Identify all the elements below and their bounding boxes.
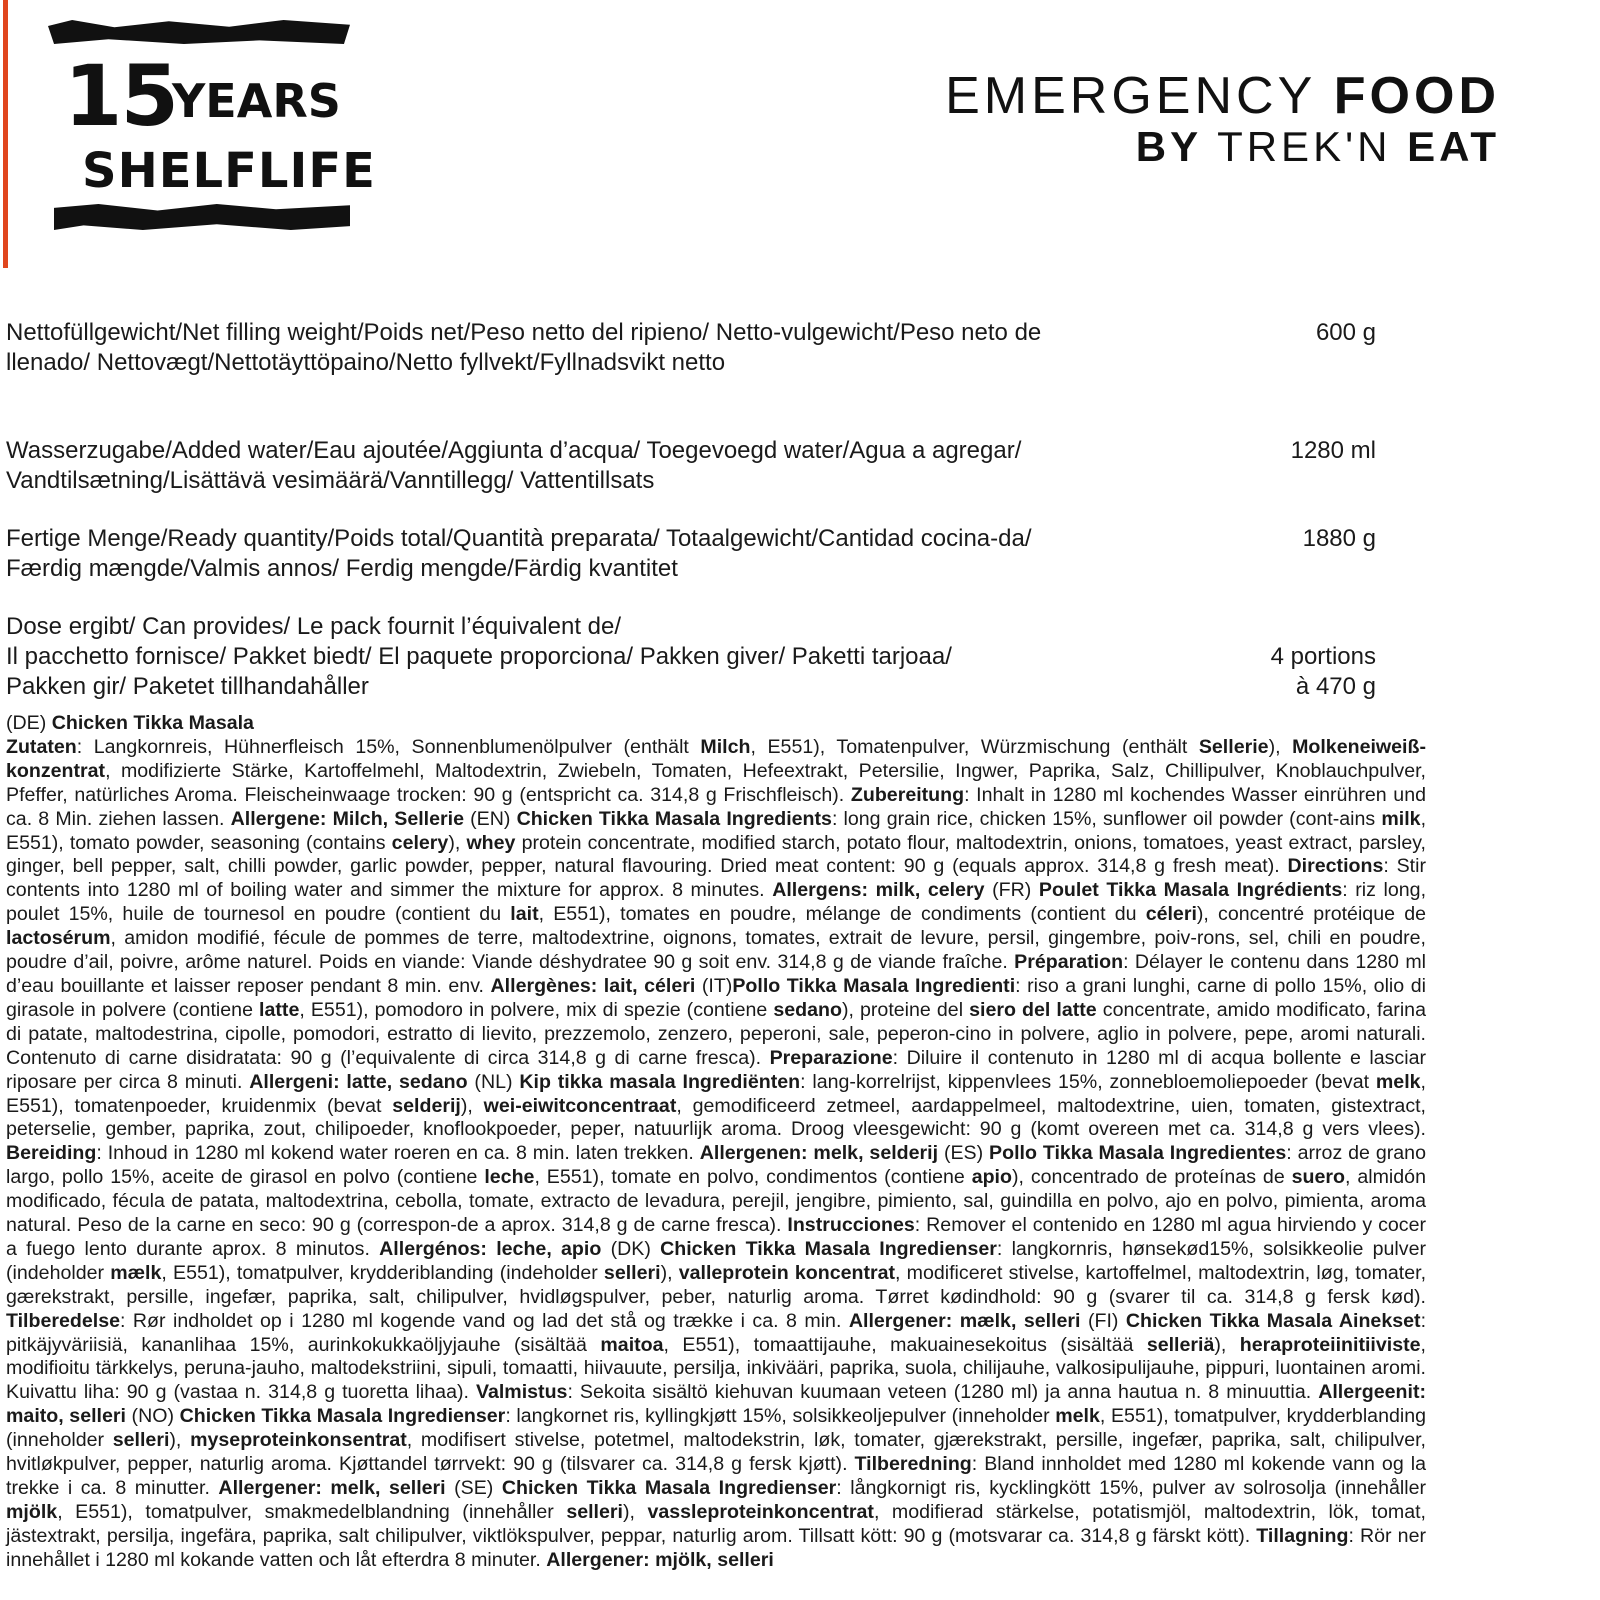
bold-term: Allergens: milk, celery (772, 879, 985, 902)
bold-term: Poulet Tikka Masala Ingrédients (1038, 879, 1343, 902)
text-run: protein concentrate, modified starch, potato flour, maltodextrin, onions, tomatoes, yeast extract, parsley, ginger, bell pepper, salt, chilli powder, garlic powder, pepper, natural flavouring. Dried meat content: 90 g (equals approx. 314,8 g fresh meat). (6, 831, 1427, 878)
spec-value-line: à 470 g (1295, 673, 1376, 700)
spec-value (1271, 642, 1376, 702)
text-run: , gemodificeerd zetmeel, aardappelmeel, maltodextrine, uien, tomaten, gistextract, peterselie, gember, paprika, zout, chilipoeder, knoflookpoeder, peper, natuurlijk aroma. Droog vleesgewicht: 90 g (komt overeen met ca. 314,8 g vers vlees). (6, 1094, 1427, 1141)
bold-term: whey (466, 831, 516, 854)
spec-ready-quantity (6, 524, 1376, 586)
shelflife-badge (48, 20, 376, 232)
bold-term: Allergene: Milch, Sellerie (230, 807, 464, 830)
brand-line-2 (945, 124, 1500, 170)
bold-term: valleprotein koncentrat (678, 1261, 896, 1284)
spec-value: 1880 g (1302, 525, 1376, 552)
text-run: : Inhoud in 1280 ml kokend water roeren en ca. 8 min. laten trekken. (96, 1142, 700, 1165)
text-run: : långkornigt ris, kycklingkött 15%, pulver av solrosolja (innehåller (836, 1477, 1427, 1499)
bold-term: Zutaten (6, 735, 77, 758)
bold-term: Allergener: mjölk, selleri (546, 1548, 774, 1571)
text-run: : Remover el contenido en 1280 ml agua hirviendo y cocer a fuego lento durante aprox. 8 minutos. (6, 1214, 1426, 1260)
text-run: (IT) (695, 974, 733, 997)
text-run: , E551), tomatpulver, krydderblanding (inneholder (6, 1405, 1427, 1452)
spec-value: 1280 ml (1290, 437, 1376, 464)
bold-term: mælk (110, 1261, 162, 1284)
text-run: ), (460, 1094, 484, 1117)
bold-term: Milch (700, 735, 751, 758)
bold-term: lait (510, 903, 539, 926)
bold-term: céleri (1145, 903, 1197, 926)
text-run: : riso a grani lunghi, carne di pollo 15%, olio di girasole in polvere (contiene (6, 974, 1426, 1021)
spec-label-line: Dose ergibt/ Can provides/ Le pack fournit l’équivalent de/ (6, 613, 622, 640)
brand-trekn: TREK'N (1217, 123, 1392, 170)
spec-label: Nettofüllgewicht/Net filling weight/Poids net/Peso netto del ripieno/ Netto-vulgewicht/Peso neto de llenado/ Nettovægt/Nettotäyttöpaino/Netto fyllvekt/Fyllnadsvikt netto (6, 319, 1042, 376)
bold-term: melk (1055, 1405, 1100, 1428)
text-run: , modifioitu tärkkelys, peruna-jauho, maltodekstriini, sipuli, tomaatti, hiivauute, persilja, inkivääri, paprika, suola, chilijauhe, valkosipulijauhe, pippuri, luontainen aromi. Kuivattu liha: 90 g (vastaa n. 314,8 g tuoretta lihaa). (6, 1333, 1426, 1404)
bold-term: vassleproteinkoncentrat (647, 1500, 874, 1523)
badge-bottom-brush (54, 204, 350, 230)
text-run: , E551), Tomatenpulver, Würzmischung (enthält (750, 735, 1199, 758)
text-run: (SE) (445, 1477, 502, 1499)
ingredients-text (6, 736, 1426, 1573)
spec-value: 600 g (1315, 319, 1376, 346)
text-run: , amidon modifié, fécule de pommes de terre, maltodextrine, oignons, tomates, extrait de levure, persil, gingembre, poiv-rons, sel, chili en poudre, poudre d’ail, poivre, arôme naturel. Poids en viande: Viande déshydratee 90 g soit env. 314,8 g de viande fraîche. (6, 927, 1426, 974)
bold-term: Chicken Tikka Masala Ingredients (516, 807, 832, 830)
text-run: : Délayer le contenu dans 1280 ml d’eau bouillante et laisser reposer pendant 8 min. env. (6, 951, 1426, 997)
text-run: ), (660, 1261, 679, 1284)
accent-line (3, 0, 8, 268)
bold-term: siero del latte (969, 998, 1097, 1021)
spec-value-line: 4 portions (1270, 643, 1376, 670)
bold-term: myseproteinkonsentrat (190, 1429, 407, 1452)
badge-shelflife: SHELFLIFE (82, 143, 376, 199)
bold-term: Instrucciones (787, 1214, 915, 1237)
language-code: (DE) (6, 712, 47, 734)
brand-line-1 (945, 68, 1500, 124)
bold-term: Allergener: melk, selleri (218, 1477, 446, 1499)
badge-number: 15 (64, 47, 177, 145)
text-run: : long grain rice, chicken 15%, sunflower oil powder (cont-ains (831, 807, 1382, 830)
text-run: (EN) (463, 807, 517, 830)
bold-term: melk (1375, 1070, 1421, 1093)
ingredients-block (6, 712, 1426, 1573)
text-run: (FI) (1080, 1309, 1126, 1332)
text-run: : riz long, poulet 15%, huile de tournesol en poudre (contient du (6, 879, 1427, 926)
text-run: : Rör ner innehållet i 1280 ml kokande vatten och låt efterdra 8 minuter. (6, 1524, 1426, 1571)
spec-label-line: Pakken gir/ Paketet tillhandahåller (6, 673, 369, 700)
text-run: , E551), tomatpulver, smakmedelblandning (innehåller (57, 1500, 567, 1523)
bold-term: selleri (566, 1500, 623, 1523)
badge-years: YEARS (172, 74, 341, 128)
bold-term: Bereiding (6, 1142, 97, 1165)
bold-term: Sellerie (1198, 735, 1269, 758)
text-run: : Rør indholdet op i 1280 ml kogende vand og lad det stå og trække i ca. 8 min. (120, 1309, 849, 1332)
text-run: : arroz de grano largo, pollo 15%, aceite de girasol en polvo (contiene (6, 1142, 1426, 1189)
text-run: , E551), tomaattijauhe, makuainesekoitus (sisältää (663, 1333, 1147, 1356)
bold-term: Preparazione (769, 1046, 893, 1069)
bold-term: Valmistus (475, 1381, 568, 1404)
text-run: , modificeret stivelse, kartoffelmel, maltodextrin, løg, tomater, gærekstrakt, persille, ingefær, paprika, salt, chilipulver, hvidløgspulver, peber, naturlig aroma. Tørret kødindhold: 90 g (svarer til ca. 314,8 g fersk kød). (6, 1261, 1427, 1308)
brand-food: FOOD (1333, 67, 1500, 125)
bold-term: Allergénos: leche, apio (379, 1237, 602, 1260)
bold-term: heraproteiinitiiviste (1239, 1333, 1421, 1356)
bold-term: Kip tikka masala Ingrediënten (519, 1070, 801, 1093)
bold-term: Chicken Tikka Masala Ingredienser (501, 1477, 837, 1499)
brand-emergency: EMERGENCY (945, 67, 1316, 125)
bold-term: Allergeenit: maito, selleri (6, 1381, 1426, 1428)
badge-top-brush (48, 20, 350, 44)
spec-added-water (6, 436, 1376, 498)
text-run: , modifierad stärkelse, potatismjöl, maltodextrin, lök, tomat, jästextrakt, persilja, ingefära, paprika, salt chilipulver, viktlökspulver, peppar, naturlig arom. Tillsatt kött: 90 g (motsvarar ca. 314,8 g färskt kött). (6, 1500, 1426, 1547)
bold-term: Tilberedning (854, 1453, 972, 1476)
bold-term: Préparation (1014, 951, 1124, 974)
text-run: ), (622, 1500, 648, 1523)
bold-term: Chicken Tikka Masala Ingredienser (179, 1405, 506, 1428)
text-run: ), concentré protéique de (1196, 903, 1426, 926)
bold-term: Allergeni: latte, sedano (249, 1070, 468, 1093)
bold-term: mjölk (6, 1500, 58, 1523)
text-run: , E551), tomate en polvo, condimentos (contiene (534, 1166, 972, 1189)
text-run: ), (1268, 735, 1293, 758)
text-run: concentrate, amido modificato, farina di patate, maltodestrina, cipolle, pomodori, estratto di lievito, prezzemolo, zenzero, peperoni, sale, peperon-cino in polvere, aglio in polvere, pepe, aromi naturali. Contenuto di carne disidratata: 90 g (l’equivalente di circa 314,8 g di carne fresca). (6, 998, 1426, 1069)
text-run: , almidón modificado, fécula de patata, maltodextrina, cebolla, tomate, extracto de levadura, perejil, jengibre, pimiento, sal, guindilla en polvo, ajo en polvo, pimienta, aroma natural. Peso de la carne en seco: 90 g (correspon-de a aprox. 314,8 g de carne fresca). (6, 1166, 1426, 1237)
bold-term: Tillagning (1256, 1524, 1349, 1547)
text-run: : Sekoita sisältö kiehuvan kuumaan veteen (1280 ml) ja anna hautua n. 8 minuuttia. (567, 1381, 1319, 1404)
bold-term: Chicken Tikka Masala Ainekset (1125, 1309, 1421, 1332)
bold-term: Chicken Tikka Masala Ingredienser (660, 1237, 997, 1260)
text-run: (DK) (601, 1237, 661, 1260)
spec-net-weight (6, 318, 1376, 380)
bold-term: leche (484, 1166, 535, 1189)
bold-term: Tilberedelse (6, 1309, 120, 1332)
text-run: : langkornris, hønsekød15%, solsikkeolie pulver (indeholder (6, 1237, 1426, 1284)
bold-term: selleri (603, 1261, 661, 1284)
text-run: : Bland innholdet med 1280 ml kokende vann og la trekke i ca. 8 minutter. (6, 1453, 1426, 1499)
ingredients-heading (6, 712, 1426, 736)
bold-term: selleriä (1146, 1333, 1215, 1356)
bold-term: latte (259, 998, 300, 1021)
bold-term: Allergener: mælk, selleri (848, 1309, 1081, 1332)
text-run: ), (448, 831, 467, 854)
bold-term: wei-eiwitconcentraat (483, 1094, 677, 1117)
text-run: (NO) (125, 1405, 180, 1428)
text-run: : Inhalt in 1280 ml kochendes Wasser einrühren und ca. 8 Min. ziehen lassen. (6, 783, 1426, 830)
bold-term: maitoa (600, 1333, 664, 1356)
bold-term: milk (1381, 807, 1421, 830)
bold-term: Molkeneiweiß-konzentrat (6, 735, 1426, 782)
bold-term: Allergènes: lait, céleri (490, 974, 696, 997)
brand-logo (945, 68, 1500, 170)
text-run: ), (169, 1429, 191, 1452)
bold-term: celery (391, 831, 449, 854)
text-run: ), concentrado de proteínas de (1011, 1166, 1292, 1189)
bold-term: apio (971, 1166, 1012, 1189)
bold-term: lactosérum (6, 927, 111, 950)
text-run: (NL) (467, 1070, 520, 1093)
spec-label: Fertige Menge/Ready quantity/Poids total/Quantità preparata/ Totaalgewicht/Cantidad cocina-da/ Færdig mængde/Valmis annos/ Ferdig mengde/Färdig kvantitet (6, 525, 1032, 582)
bold-term: selderij (392, 1094, 461, 1117)
text-run: ), proteine del (841, 998, 970, 1021)
text-run: , E551), tomatpulver, krydderiblanding (indeholder (161, 1261, 604, 1284)
bold-term: selleri (112, 1429, 170, 1452)
bold-term: suero (1291, 1166, 1345, 1189)
text-run: , E551), tomato powder, seasoning (contains (6, 807, 1427, 854)
spec-portions (6, 612, 1376, 704)
spec-label (6, 612, 1106, 702)
text-run: , modifisert stivelse, potetmel, maltodekstrin, løk, tomater, gjærekstrakt, persille, ingefær, paprika, salt, chilipulver, hvitløkpulver, pepper, naturlig aroma. Kjøttandel tørrvekt: 90 g (tilsvarer ca. 314,8 g fersk kjøtt). (6, 1429, 1427, 1476)
text-run: , E551), tomatenpoeder, kruidenmix (bevat (6, 1070, 1426, 1117)
text-run: : pitkäjyväriisiä, kananlihaa 15%, aurinkokukkaöljyjauhe (sisältää (6, 1309, 1427, 1356)
bold-term: sedano (773, 998, 842, 1021)
bold-term: Directions (1287, 855, 1384, 878)
text-run: : Langkornreis, Hühnerfleisch 15%, Sonnenblumenölpulver (enthält (76, 735, 701, 758)
text-run: , E551), pomodoro in polvere, mix di spezie (contiene (299, 998, 774, 1021)
text-run: : langkornet ris, kyllingkjøtt 15%, solsikkeoljepulver (inneholder (505, 1405, 1056, 1428)
text-run: : Diluire il contenuto in 1280 ml di acqua bollente e lasciar riposare per circa 8 minuti. (6, 1046, 1426, 1093)
text-run: : Stir contents into 1280 ml of boiling water and simmer the mixture for approx. 8 minutes. (6, 855, 1426, 902)
text-run: , E551), tomates en poudre, mélange de condiments (contient du (538, 903, 1146, 926)
text-run: (ES) (938, 1142, 990, 1165)
bold-term: Pollo Tikka Masala Ingredientes (989, 1142, 1287, 1165)
text-run: (FR) (984, 879, 1039, 902)
bold-term: Allergenen: melk, selderij (699, 1142, 939, 1165)
brand-eat: EAT (1407, 123, 1500, 170)
brand-by: BY (1135, 123, 1203, 170)
bold-term: Zubereitung (850, 783, 965, 806)
product-title: Chicken Tikka Masala (51, 712, 254, 734)
spec-label-line: Il pacchetto fornisce/ Pakket biedt/ El paquete proporciona/ Pakken giver/ Paketti tarjoaa/ (6, 643, 952, 670)
text-run: ), (1214, 1333, 1240, 1356)
text-run: : lang-korrelrijst, kippenvlees 15%, zonnebloemoliepoeder (bevat (800, 1070, 1376, 1093)
spec-label: Wasserzugabe/Added water/Eau ajoutée/Aggiunta d’acqua/ Toegevoegd water/Agua a agregar/ Vandtilsætning/Lisättävä vesimäärä/Vanntillegg/ Vattentillsats (6, 437, 1022, 494)
bold-term: Pollo Tikka Masala Ingredienti (732, 974, 1016, 997)
text-run: , modifizierte Stärke, Kartoffelmehl, Maltodextrin, Zwiebeln, Tomaten, Hefeextrakt, Petersilie, Ingwer, Paprika, Salz, Chillipulver, Knoblauchpulver, Pfeffer, natürliches Aroma. Fleischeinwaage trocken: 90 g (entspricht ca. 314,8 g Frischfleisch). (6, 759, 1426, 806)
